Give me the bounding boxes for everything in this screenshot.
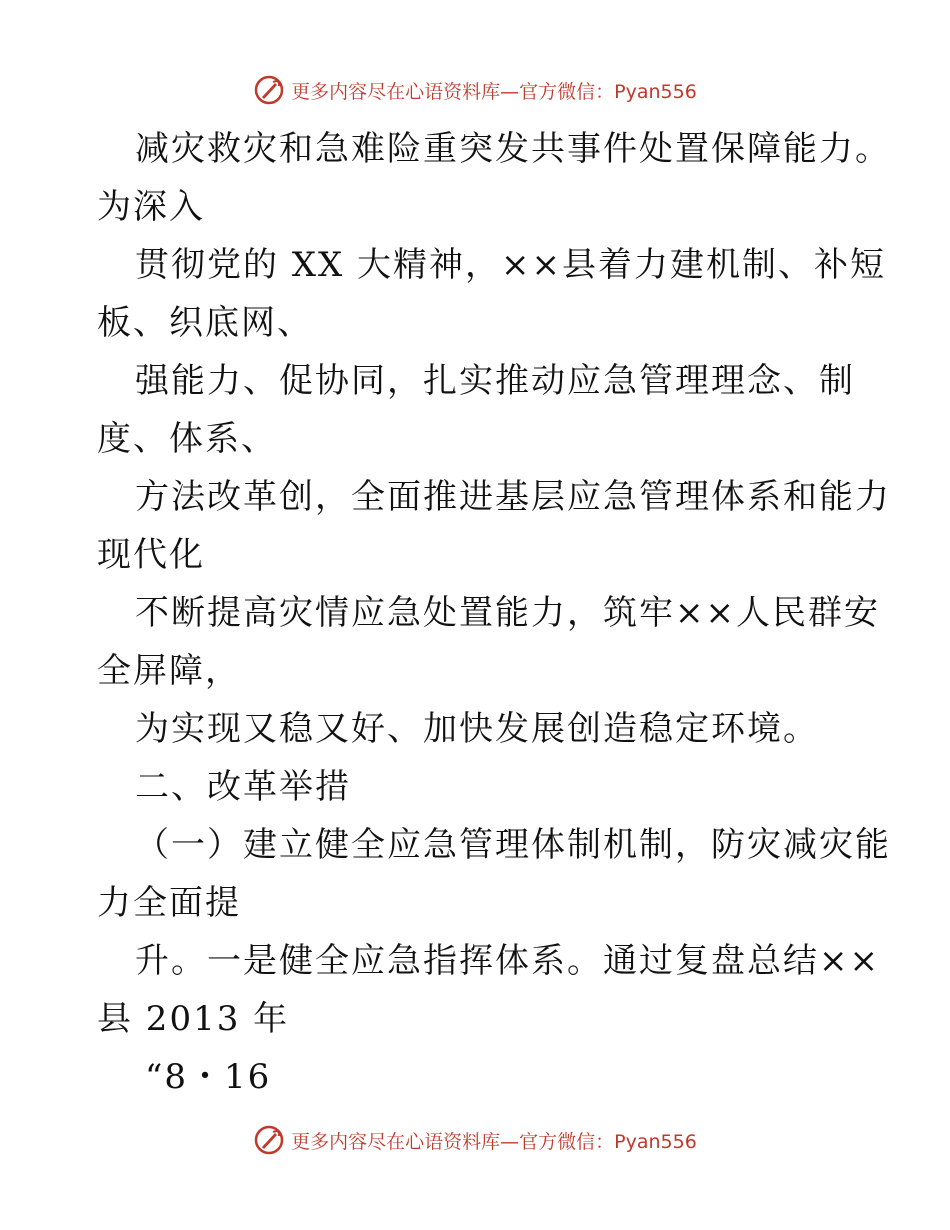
text-line: “8・16 [145,1057,272,1097]
text-line: 方法改革创，全面推进基层应急管理体系和能力 [135,477,891,517]
watermark-header [0,70,950,110]
text-line: 减灾救灾和急难险重突发共事件处置保障能力。 [135,129,891,169]
text-line: 贯彻党的 XX 大精神，××县着力建机制、补短 [135,245,887,285]
quill-logo-icon [253,1124,285,1156]
watermark-footer [0,1120,950,1160]
text-line: 全屏障， [97,651,241,691]
text-line: 升。一是健全应急指挥体系。通过复盘总结×× [135,941,880,981]
text-line: 力全面提 [97,883,241,923]
text-line: 不断提高灾情应急处置能力，筑牢××人民群安 [135,593,880,633]
section-heading: 二、改革举措 [135,767,351,807]
text-line: 度、体系、 [97,419,277,459]
text-line: 现代化 [97,535,205,575]
quill-logo-icon [253,74,285,106]
text-line: 强能力、促协同，扎实推动应急管理理念、制 [135,361,855,401]
watermark-text: 更多内容尽在心语资料库—官方微信：Pyan556 [291,1130,697,1153]
text-line: 县 2013 年 [97,999,290,1039]
document-body [97,120,891,1106]
text-line: 为实现又稳又好、加快发展创造稳定环境。 [135,709,819,749]
subsection-heading: （一）建立健全应急管理体制机制，防灾减灾能 [135,825,891,865]
watermark-text: 更多内容尽在心语资料库—官方微信：Pyan556 [291,80,697,103]
text-line: 为深入 [97,187,205,227]
text-line: 板、织底网、 [97,303,313,343]
